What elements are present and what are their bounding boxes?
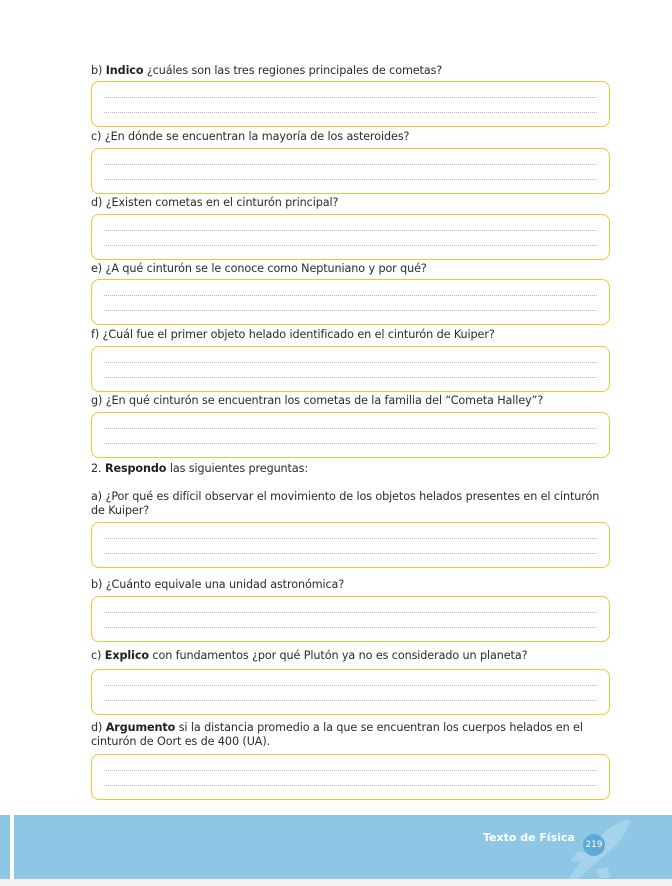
footer-stripe xyxy=(10,815,14,879)
question-e: e) ¿A qué cinturón se le conoce como Neptuniano y por qué? xyxy=(91,262,427,275)
question-g: g) ¿En qué cinturón se encuentran los cometas de la familia del “Cometa Halley”? xyxy=(91,394,544,407)
answer-box-c[interactable] xyxy=(91,148,610,194)
question-2a: a) ¿Por qué es difícil observar el movimiento de los objetos helados presentes en el cinturón de Kuiper? xyxy=(91,490,600,517)
answer-box-2c[interactable] xyxy=(91,669,610,715)
answer-box-g[interactable] xyxy=(91,412,610,458)
page-bottom-edge xyxy=(0,879,672,886)
question-2d: d) Argumento si la distancia promedio a la que se encuentran los cuerpos helados en el cinturón de Oort es de 400 (UA). xyxy=(91,721,583,748)
question-c: c) ¿En dónde se encuentran la mayoría de los asteroides? xyxy=(91,130,410,143)
question-2c: c) Explico con fundamentos ¿por qué Plutón ya no es considerado un planeta? xyxy=(91,649,528,662)
question-b: b) Indico ¿cuáles son las tres regiones principales de cometas? xyxy=(91,64,443,77)
section-2-heading: 2. Respondo las siguientes preguntas: xyxy=(91,462,308,475)
page-number: 219 xyxy=(583,834,605,856)
answer-box-2a[interactable] xyxy=(91,522,610,568)
question-f: f) ¿Cuál fue el primer objeto helado identificado en el cinturón de Kuiper? xyxy=(91,328,495,341)
question-d: d) ¿Existen cometas en el cinturón principal? xyxy=(91,196,339,209)
question-2b: b) ¿Cuánto equivale una unidad astronómica? xyxy=(91,578,345,591)
answer-box-d[interactable] xyxy=(91,214,610,260)
answer-box-e[interactable] xyxy=(91,279,610,325)
answer-box-b[interactable] xyxy=(91,81,610,127)
answer-box-f[interactable] xyxy=(91,346,610,392)
page-footer xyxy=(0,815,672,879)
answer-box-2d[interactable] xyxy=(91,754,610,800)
footer-title: Texto de Física xyxy=(483,831,575,844)
answer-box-2b[interactable] xyxy=(91,596,610,642)
